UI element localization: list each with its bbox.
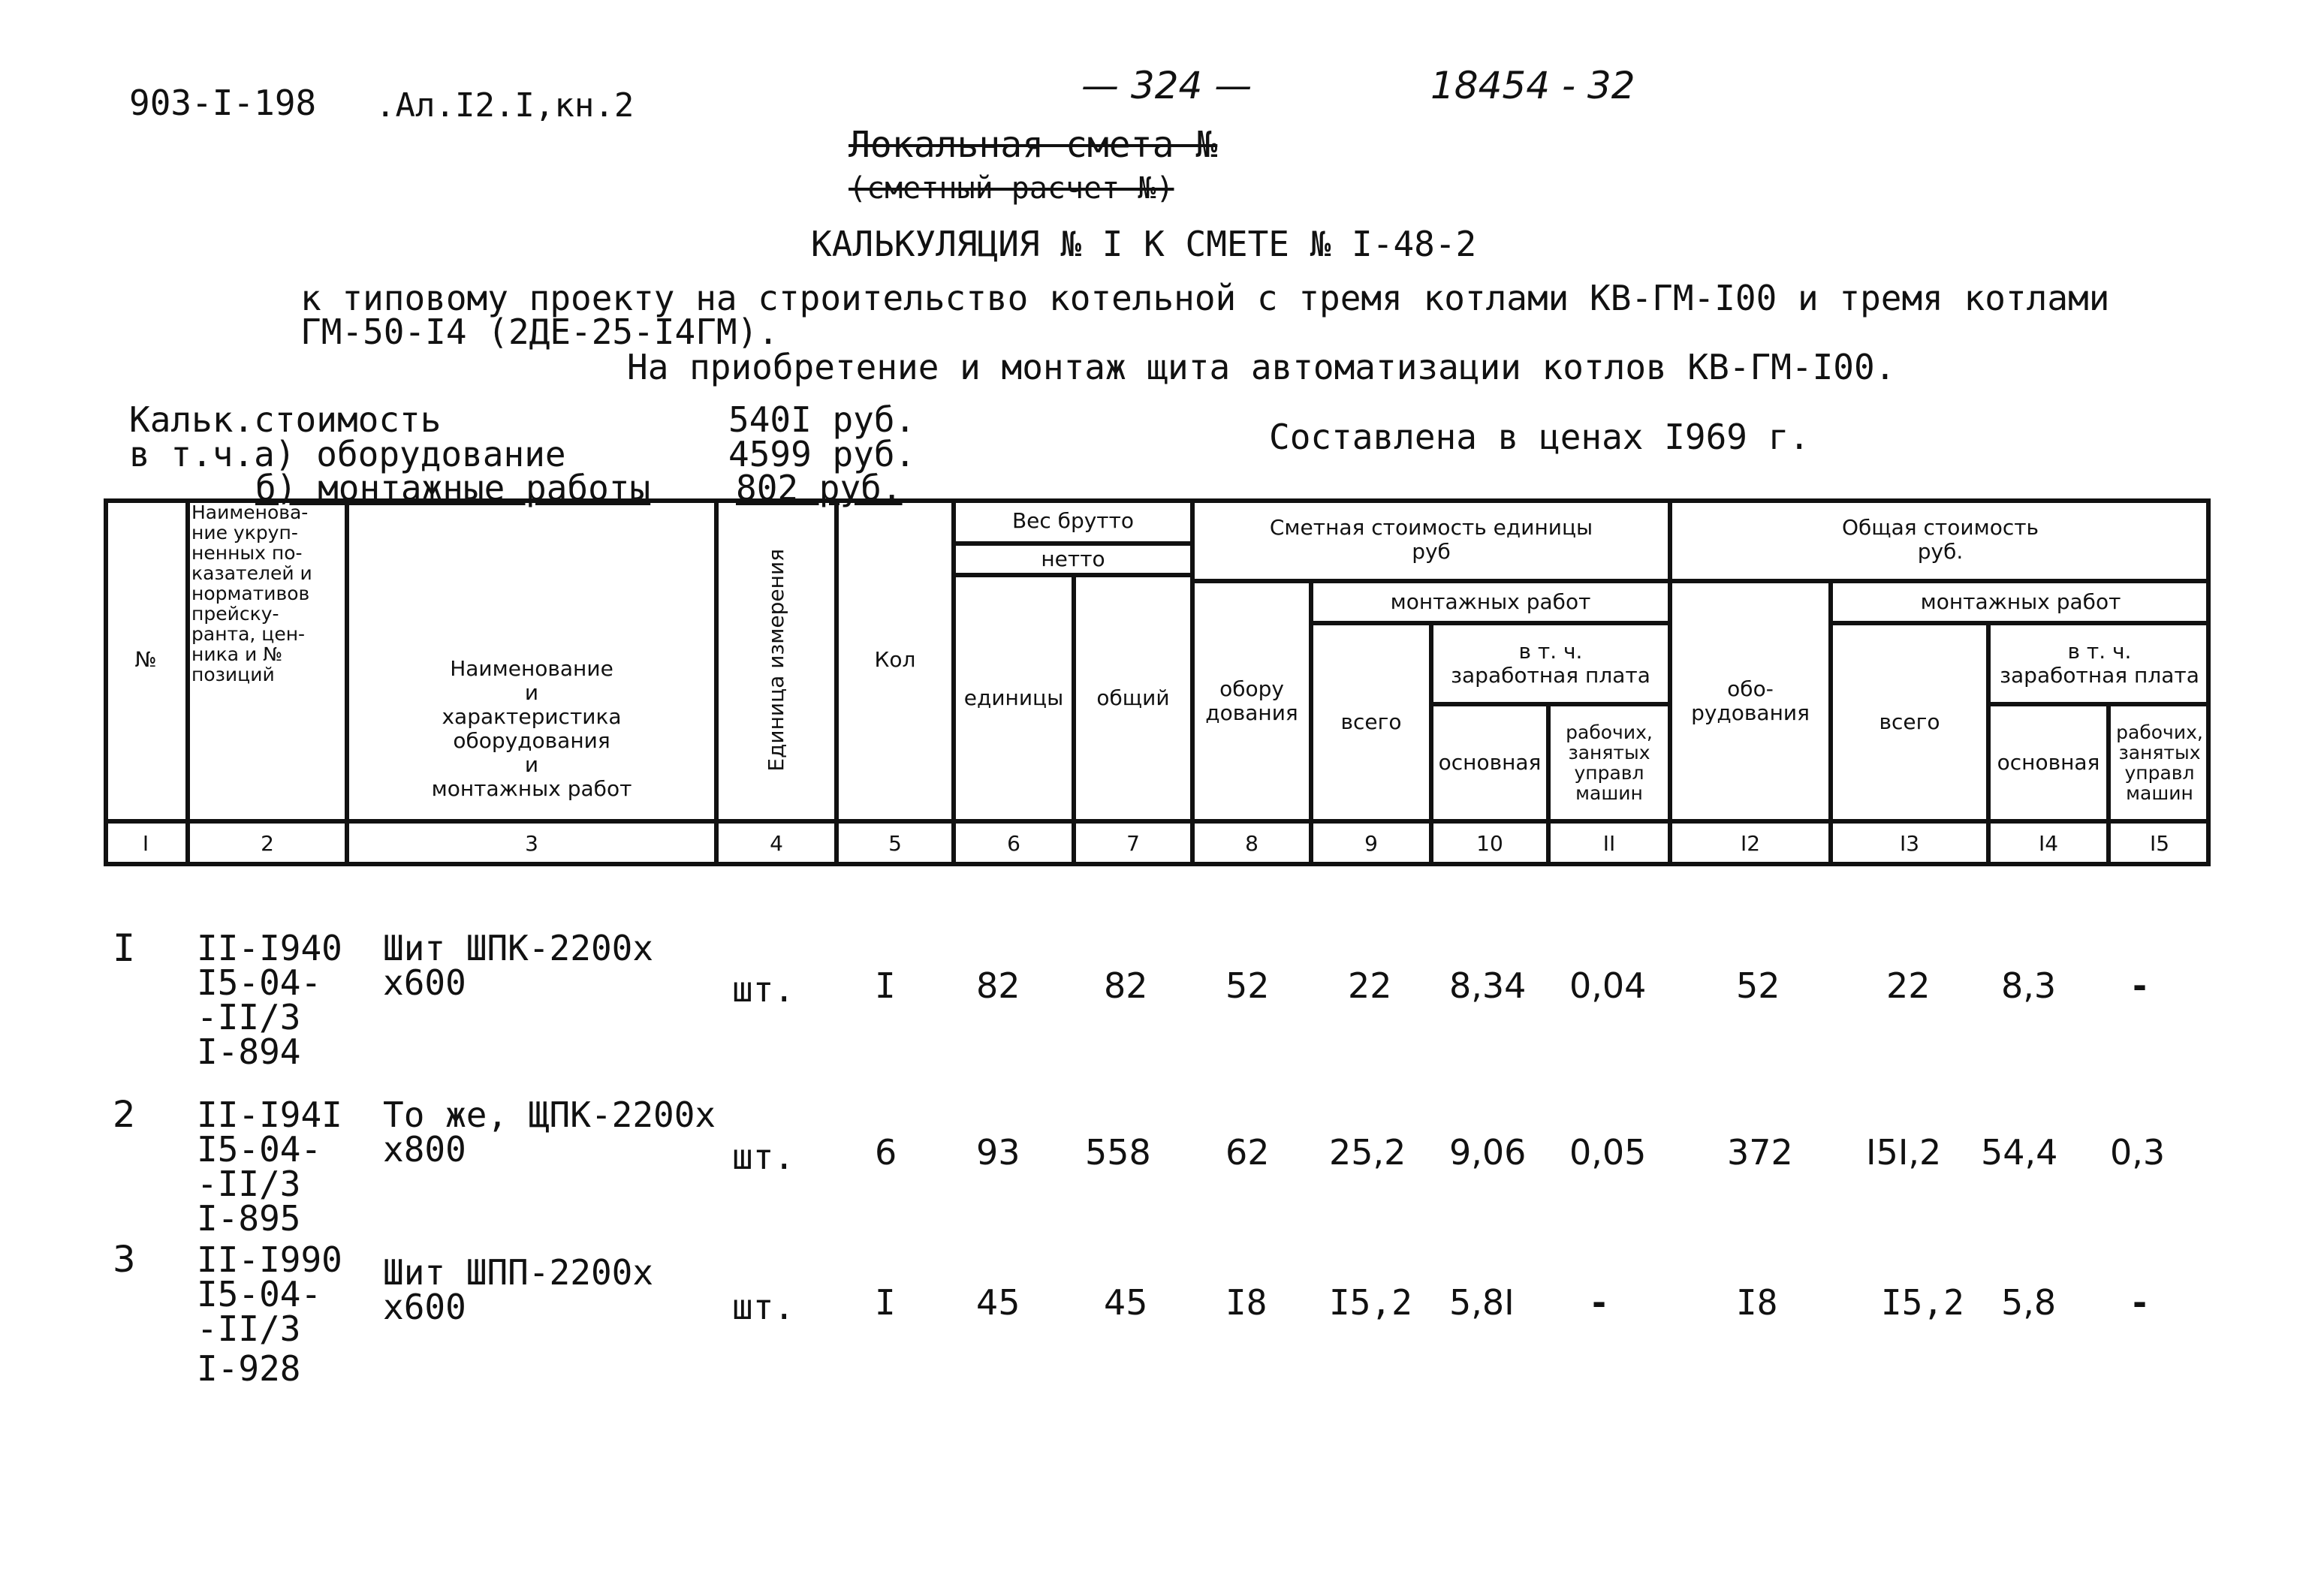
row-number: I	[113, 926, 136, 970]
row-item-name: х600	[383, 962, 466, 1003]
col-number-6: 6	[954, 821, 1074, 866]
row-norm-line: II-I990	[197, 1239, 342, 1280]
row-quantity: I	[875, 1282, 896, 1323]
col-number-4: 4	[716, 821, 836, 866]
header-quantity: Кол	[836, 498, 954, 821]
row-quantity: I	[875, 965, 896, 1006]
row-total-equipment: I8	[1736, 1282, 1778, 1323]
header-unit: Единица измерения	[716, 498, 836, 821]
row-weight-total: 82	[1104, 965, 1148, 1006]
row-unit: шт.	[732, 1287, 795, 1327]
page-number: — 324 —	[1081, 64, 1252, 107]
row-total-basic: 8,3	[2001, 965, 2057, 1006]
row-install-total: I5,2	[1329, 1282, 1412, 1323]
purpose-line: На приобретение и монтаж щита автоматизации котлов КВ-ГМ-I00.	[627, 347, 1896, 387]
album-reference: .Ал.I2.I,кн.2	[375, 86, 635, 125]
row-wage-machine: -	[1592, 1282, 1607, 1323]
row-norm-line: I-894	[197, 1031, 301, 1072]
estimate-table-header	[104, 498, 2211, 866]
header-unit-installation: монтажных работ	[1311, 581, 1670, 623]
row-norm-line: I5-04-	[197, 1129, 322, 1170]
header-unit-wage-machine: рабочих, занятых управл машин	[1548, 704, 1670, 821]
row-total-basic: 5,8	[2001, 1282, 2057, 1323]
row-total-equipment: 52	[1736, 965, 1780, 1006]
row-norm-line: I5-04-	[197, 962, 322, 1003]
row-item-name: х600	[383, 1287, 466, 1327]
row-wage-machine: 0,04	[1569, 965, 1647, 1006]
header-total-installation: монтажных работ	[1831, 581, 2211, 623]
col-number-2: 2	[188, 821, 347, 866]
row-norm-line: -II/3	[197, 1164, 301, 1204]
row-total-machine: -	[2133, 1282, 2148, 1323]
project-line-2: ГМ-50-I4 (2ДЕ-25-I4ГМ).	[300, 312, 779, 352]
installation-cost-label: б) монтажные работы	[255, 468, 651, 508]
row-weight-unit: 93	[976, 1132, 1020, 1173]
row-total-install: 22	[1886, 965, 1931, 1006]
row-install-total: 22	[1348, 965, 1392, 1006]
header-total-wage-basic: основная	[1988, 704, 2109, 821]
row-wage-basic: 5,8I	[1449, 1282, 1515, 1323]
row-norm-line: I-928	[197, 1348, 301, 1389]
col-number-12: I2	[1670, 821, 1831, 866]
header-norms: Наименова- ние укруп- ненных по- казателей и нормативов прейску- ранта, цен- ника и № позиций	[188, 498, 347, 821]
header-number: №	[104, 498, 188, 821]
calc-cost-label: Кальк.стоимость	[129, 399, 442, 440]
row-wage-machine: 0,05	[1569, 1132, 1647, 1173]
row-number: 3	[113, 1239, 136, 1281]
row-wage-basic: 9,06	[1449, 1132, 1527, 1173]
col-number-8: 8	[1192, 821, 1311, 866]
struck-title-estimate: Локальная смета №	[849, 124, 1218, 166]
row-item-name: То же, ЩПК-2200х	[383, 1095, 716, 1135]
col-number-14: I4	[1988, 821, 2109, 866]
document-code: 903-I-198	[129, 83, 317, 123]
project-line-1: к типовому проекту на строительство котельной с тремя котлами КВ-ГМ-I00 и тремя котлами	[300, 278, 2110, 318]
header-total-install-total: всего	[1831, 623, 1988, 821]
col-number-3: 3	[347, 821, 716, 866]
row-norm-line: II-I94I	[197, 1095, 342, 1135]
header-unit-wage: в т. ч. заработная плата	[1431, 623, 1670, 704]
row-unit: шт.	[732, 969, 795, 1010]
row-item-name: х800	[383, 1129, 466, 1170]
row-total-equipment: 372	[1727, 1132, 1793, 1173]
row-weight-total: 558	[1085, 1132, 1151, 1173]
row-number: 2	[113, 1094, 136, 1136]
row-unit: шт.	[732, 1137, 795, 1177]
col-number-5: 5	[836, 821, 954, 866]
row-equipment-cost: I8	[1225, 1282, 1268, 1323]
row-norm-line: -II/3	[197, 1308, 301, 1349]
col-number-13: I3	[1831, 821, 1988, 866]
row-equipment-cost: 62	[1225, 1132, 1270, 1173]
header-total-cost: Общая стоимость руб.	[1670, 498, 2211, 581]
row-item-name: Шит ШПП-2200х	[383, 1252, 654, 1293]
row-total-basic: 54,4	[1981, 1132, 2058, 1173]
header-unit-wage-basic: основная	[1431, 704, 1548, 821]
header-unit-cost: Сметная стоимость единицы руб	[1192, 498, 1670, 581]
header-total-wage: в т. ч. заработная плата	[1988, 623, 2211, 704]
col-number-10: 10	[1431, 821, 1548, 866]
header-unit-install-total: всего	[1311, 623, 1431, 821]
calculation-title: КАЛЬКУЛЯЦИЯ № I К СМЕТЕ № I-48-2	[811, 224, 1477, 264]
header-weight-gross: Вес брутто	[954, 498, 1192, 544]
col-number-9: 9	[1311, 821, 1431, 866]
row-total-machine: 0,3	[2110, 1132, 2166, 1173]
header-name: Наименование и характеристика оборудования и монтажных работ	[347, 498, 716, 821]
struck-title-calculation: (сметный расчет №)	[849, 171, 1174, 206]
row-total-install: I5I,2	[1866, 1132, 1942, 1173]
row-norm-line: I-895	[197, 1198, 301, 1239]
row-equipment-cost: 52	[1225, 965, 1270, 1006]
header-weight-unit: единицы	[954, 575, 1074, 821]
col-number-15: I5	[2109, 821, 2211, 866]
row-install-total: 25,2	[1329, 1132, 1406, 1173]
row-total-install: I5,2	[1881, 1282, 1964, 1323]
equipment-cost-value: 4599 руб.	[728, 434, 916, 474]
row-weight-total: 45	[1104, 1282, 1148, 1323]
row-item-name: Шит ШПК-2200х	[383, 928, 654, 968]
row-norm-line: I5-04-	[197, 1274, 322, 1314]
header-weight-net: нетто	[954, 544, 1192, 575]
header-total-equipment: обо- рудования	[1670, 581, 1831, 821]
equipment-cost-label: в т.ч.а) оборудование	[129, 434, 566, 474]
col-number-11: II	[1548, 821, 1670, 866]
installation-cost-value: 802 руб.	[736, 468, 903, 508]
calc-cost-value: 540I руб.	[728, 399, 916, 440]
row-weight-unit: 45	[976, 1282, 1020, 1323]
row-wage-basic: 8,34	[1449, 965, 1527, 1006]
col-number-7: 7	[1074, 821, 1192, 866]
row-norm-line: II-I940	[197, 928, 342, 968]
row-quantity: 6	[875, 1132, 897, 1173]
col-number-1: I	[104, 821, 188, 866]
stamp-number: 18454 - 32	[1430, 64, 1635, 107]
row-norm-line: -II/3	[197, 997, 301, 1037]
row-total-machine: -	[2133, 965, 2148, 1006]
price-basis-note: Составлена в ценах I969 г.	[1269, 417, 1810, 457]
header-weight-total: общий	[1074, 575, 1192, 821]
header-total-wage-machine: рабочих, занятых управл машин	[2109, 704, 2211, 821]
row-weight-unit: 82	[976, 965, 1020, 1006]
header-unit-equipment: обору дования	[1192, 581, 1311, 821]
